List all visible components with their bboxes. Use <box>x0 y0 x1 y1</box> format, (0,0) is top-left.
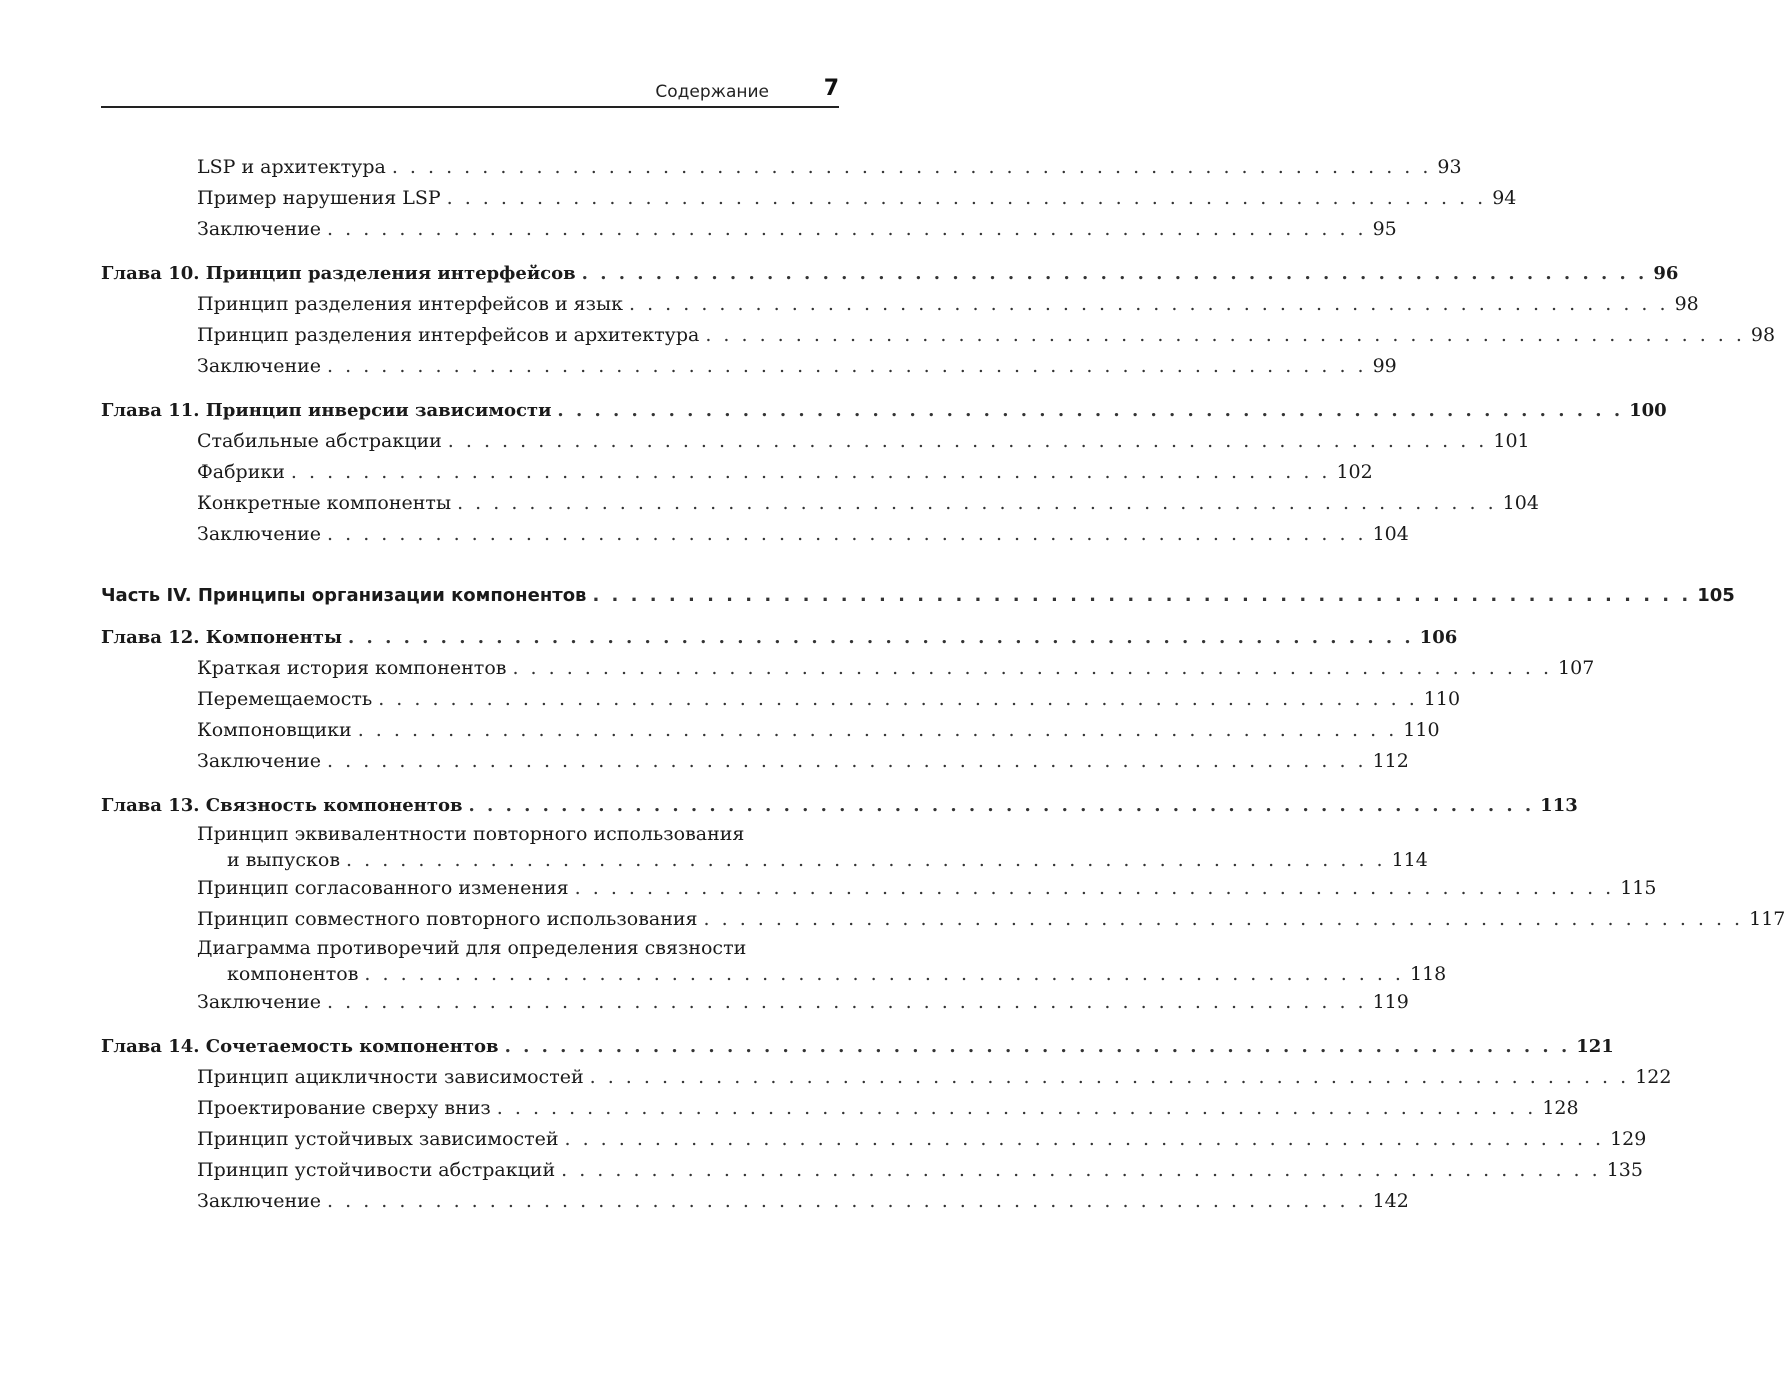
toc-entry-page: 98 <box>1750 324 1776 346</box>
toc-entry-page: 106 <box>1419 627 1458 648</box>
leader-dots: . . . . . . . . . . . . . . . . . . . . . . . . . . . . . . . . . . . . . . . . . . . . . . . . . . . . . . . . . . <box>512 657 1553 679</box>
toc-entry-section[interactable] <box>101 426 1530 457</box>
leader-dots: . . . . . . . . . . . . . . . . . . . . . . . . . . . . . . . . . . . . . . . . . . . . . . . . . . . . . . . . . . <box>574 877 1615 899</box>
table-of-contents <box>101 152 1785 1217</box>
leader-dots: . . . . . . . . . . . . . . . . . . . . . . . . . . . . . . . . . . . . . . . . . . . . . . . . . . . . . . . . . . <box>357 719 1398 741</box>
toc-entry-section[interactable] <box>101 214 1397 245</box>
toc-entry-label: Принцип устойчивых зависимостей <box>197 1128 559 1150</box>
toc-entry-label: Проектирование сверху вниз <box>197 1097 491 1119</box>
toc-entry-part[interactable] <box>101 580 1735 611</box>
toc-entry-section[interactable] <box>101 457 1373 488</box>
leader-dots: . . . . . . . . . . . . . . . . . . . . . . . . . . . . . . . . . . . . . . . . . . . . . . . . . . . . . . . . . . <box>446 187 1487 209</box>
toc-entry-page: 114 <box>1391 849 1428 871</box>
toc-entry-section[interactable] <box>101 961 1447 987</box>
leader-dots: . . . . . . . . . . . . . . . . . . . . . . . . . . . . . . . . . . . . . . . . . . . . . . . . . . . . . . . . . . <box>504 1036 1571 1057</box>
toc-entry-section[interactable] <box>101 1124 1647 1155</box>
toc-entry-label: Часть IV. Принципы организации компонентов <box>101 585 587 606</box>
toc-entry-label: Глава 14. Сочетаемость компонентов <box>101 1036 499 1057</box>
toc-entry-section[interactable] <box>101 715 1440 746</box>
toc-entry-label: Принцип ацикличности зависимостей <box>197 1066 584 1088</box>
toc-entry-label: Перемещаемость <box>197 688 373 710</box>
toc-entry-section[interactable] <box>101 1093 1579 1124</box>
leader-dots: . . . . . . . . . . . . . . . . . . . . . . . . . . . . . . . . . . . . . . . . . . . . . . . . . . . . . . . . . . <box>581 263 1648 284</box>
toc-entry-chapter[interactable] <box>101 1031 1614 1062</box>
toc-entry-label: Заключение <box>197 523 322 545</box>
toc-entry-label: Стабильные абстракции <box>197 430 442 452</box>
leader-dots: . . . . . . . . . . . . . . . . . . . . . . . . . . . . . . . . . . . . . . . . . . . . . . . . . . . . . . . . . . <box>348 627 1414 648</box>
leader-dots: . . . . . . . . . . . . . . . . . . . . . . . . . . . . . . . . . . . . . . . . . . . . . . . . . . . . . . . . . . <box>327 991 1367 1013</box>
toc-entry-label: Глава 11. Принцип инверсии зависимости <box>101 400 552 421</box>
leader-dots: . . . . . . . . . . . . . . . . . . . . . . . . . . . . . . . . . . . . . . . . . . . . . . . . . . . . . . . . . . <box>290 461 1331 483</box>
toc-entry-label-line1[interactable]: Принцип эквивалентности повторного использования <box>197 823 745 845</box>
toc-entry-section[interactable] <box>101 746 1409 777</box>
toc-entry-label: Принцип совместного повторного использования <box>197 908 698 930</box>
toc-entry-page: 117 <box>1749 908 1785 930</box>
toc-entry-page: 101 <box>1493 430 1530 452</box>
toc-entry-section[interactable] <box>101 519 1409 550</box>
toc-entry-label: Пример нарушения LSP <box>197 187 441 209</box>
toc-entry-section[interactable] <box>101 1155 1643 1186</box>
leader-dots: . . . . . . . . . . . . . . . . . . . . . . . . . . . . . . . . . . . . . . . . . . . . . . . . . . . . . . . . . . <box>496 1097 1537 1119</box>
toc-entry-page: 96 <box>1653 263 1679 284</box>
leader-dots: . . . . . . . . . . . . . . . . . . . . . . . . . . . . . . . . . . . . . . . . . . . . . . . . . . . . . . . . . . <box>327 523 1367 545</box>
toc-entry-page: 102 <box>1336 461 1373 483</box>
toc-entry-page: 95 <box>1372 218 1397 240</box>
toc-entry-section[interactable] <box>101 488 1539 519</box>
toc-entry-section[interactable] <box>101 152 1462 183</box>
toc-entry-chapter[interactable] <box>101 258 1679 289</box>
toc-entry-label: Заключение <box>197 750 322 772</box>
leader-dots: . . . . . . . . . . . . . . . . . . . . . . . . . . . . . . . . . . . . . . . . . . . . . . . . . . . . . . . . . . <box>564 1128 1605 1150</box>
toc-entry-page: 129 <box>1610 1128 1647 1150</box>
leader-dots: . . . . . . . . . . . . . . . . . . . . . . . . . . . . . . . . . . . . . . . . . . . . . . . . . . . . . . . . . . <box>378 688 1418 710</box>
toc-entry-section[interactable] <box>101 183 1517 214</box>
leader-dots: . . . . . . . . . . . . . . . . . . . . . . . . . . . . . . . . . . . . . . . . . . . . . . . . . . . . . . . . . . <box>327 355 1367 377</box>
leader-dots: . . . . . . . . . . . . . . . . . . . . . . . . . . . . . . . . . . . . . . . . . . . . . . . . . . . . . . . . . . <box>457 492 1497 514</box>
toc-entry-page: 135 <box>1606 1159 1643 1181</box>
toc-entry-chapter[interactable] <box>101 622 1458 653</box>
toc-entry-label: Заключение <box>197 218 322 240</box>
toc-entry-page: 112 <box>1372 750 1409 772</box>
leader-dots: . . . . . . . . . . . . . . . . . . . . . . . . . . . . . . . . . . . . . . . . . . . . . . . . . . . . . . . . . . <box>557 400 1624 421</box>
header-title: Содержание <box>655 82 769 102</box>
toc-entry-page: 104 <box>1502 492 1539 514</box>
toc-entry-section[interactable] <box>101 289 1699 320</box>
toc-entry-section[interactable] <box>101 1186 1409 1217</box>
toc-entry-label: LSP и архитектура <box>197 156 386 178</box>
toc-entry-label: компонентов <box>227 963 359 985</box>
toc-entry-section[interactable] <box>101 320 1776 351</box>
toc-entry-page: 121 <box>1576 1036 1614 1057</box>
toc-entry-section[interactable] <box>101 653 1595 684</box>
leader-dots: . . . . . . . . . . . . . . . . . . . . . . . . . . . . . . . . . . . . . . . . . . . . . . . . . . . . . . . . . . <box>705 324 1745 346</box>
toc-entry-label: Глава 10. Принцип разделения интерфейсов <box>101 263 576 284</box>
leader-dots: . . . . . . . . . . . . . . . . . . . . . . . . . . . . . . . . . . . . . . . . . . . . . . . . . . . . . . . . . . <box>629 293 1669 315</box>
toc-entry-label: Принцип согласованного изменения <box>197 877 569 899</box>
toc-entry-label: Глава 12. Компоненты <box>101 627 342 648</box>
toc-entry-section[interactable] <box>101 351 1397 382</box>
toc-entry-page: 105 <box>1697 585 1735 606</box>
toc-entry-label: Краткая история компонентов <box>197 657 507 679</box>
toc-entry-page: 110 <box>1403 719 1440 741</box>
page-number: 7 <box>823 76 839 101</box>
toc-entry-page: 142 <box>1372 1190 1409 1212</box>
toc-entry-page: 128 <box>1542 1097 1579 1119</box>
running-header <box>101 70 839 108</box>
toc-entry-section[interactable] <box>101 1062 1672 1093</box>
toc-entry-section[interactable] <box>101 684 1461 715</box>
toc-entry-section[interactable] <box>101 987 1409 1018</box>
toc-entry-label: Принцип устойчивости абстракций <box>197 1159 556 1181</box>
toc-entry-label: Глава 13. Связность компонентов <box>101 795 463 816</box>
toc-entry-label: Принцип разделения интерфейсов и язык <box>197 293 623 315</box>
leader-dots: . . . . . . . . . . . . . . . . . . . . . . . . . . . . . . . . . . . . . . . . . . . . . . . . . . . . . . . . . . <box>592 585 1692 606</box>
leader-dots: . . . . . . . . . . . . . . . . . . . . . . . . . . . . . . . . . . . . . . . . . . . . . . . . . . . . . . . . . . <box>589 1066 1630 1088</box>
toc-entry-label: Фабрики <box>197 461 285 483</box>
leader-dots: . . . . . . . . . . . . . . . . . . . . . . . . . . . . . . . . . . . . . . . . . . . . . . . . . . . . . . . . . . <box>447 430 1488 452</box>
toc-entry-page: 107 <box>1558 657 1595 679</box>
leader-dots: . . . . . . . . . . . . . . . . . . . . . . . . . . . . . . . . . . . . . . . . . . . . . . . . . . . . . . . . . . <box>468 795 1535 816</box>
toc-entry-page: 110 <box>1423 688 1461 710</box>
toc-entry-section[interactable] <box>101 847 1428 873</box>
leader-dots: . . . . . . . . . . . . . . . . . . . . . . . . . . . . . . . . . . . . . . . . . . . . . . . . . . . . . . . . . . <box>561 1159 1601 1181</box>
toc-entry-page: 94 <box>1492 187 1517 209</box>
toc-entry-page: 98 <box>1674 293 1699 315</box>
leader-dots: . . . . . . . . . . . . . . . . . . . . . . . . . . . . . . . . . . . . . . . . . . . . . . . . . . . . . . . . . . <box>391 156 1432 178</box>
toc-entry-page: 99 <box>1372 355 1397 377</box>
leader-dots: . . . . . . . . . . . . . . . . . . . . . . . . . . . . . . . . . . . . . . . . . . . . . . . . . . . . . . . . . . <box>327 750 1367 772</box>
toc-entry-page: 93 <box>1437 156 1462 178</box>
toc-entry-label: Принцип разделения интерфейсов и архитектура <box>197 324 700 346</box>
toc-entry-label: Заключение <box>197 991 322 1013</box>
toc-entry-label: Компоновщики <box>197 719 352 741</box>
leader-dots: . . . . . . . . . . . . . . . . . . . . . . . . . . . . . . . . . . . . . . . . . . . . . . . . . . . . . . . . . . <box>327 1190 1367 1212</box>
leader-dots: . . . . . . . . . . . . . . . . . . . . . . . . . . . . . . . . . . . . . . . . . . . . . . . . . . . . . . . . . . <box>364 963 1404 985</box>
toc-entry-page: 118 <box>1409 963 1447 985</box>
toc-entry-page: 100 <box>1629 400 1667 421</box>
toc-entry-page: 104 <box>1372 523 1409 545</box>
toc-entry-section[interactable] <box>101 904 1785 935</box>
leader-dots: . . . . . . . . . . . . . . . . . . . . . . . . . . . . . . . . . . . . . . . . . . . . . . . . . . . . . . . . . . <box>327 218 1367 240</box>
toc-entry-label: Конкретные компоненты <box>197 492 452 514</box>
toc-entry-page: 119 <box>1372 991 1409 1013</box>
toc-entry-chapter[interactable] <box>101 395 1667 426</box>
toc-entry-label: и выпусков <box>227 849 341 871</box>
toc-entry-page: 115 <box>1620 877 1657 899</box>
toc-entry-section[interactable] <box>101 873 1657 904</box>
toc-entry-label: Заключение <box>197 355 322 377</box>
leader-dots: . . . . . . . . . . . . . . . . . . . . . . . . . . . . . . . . . . . . . . . . . . . . . . . . . . . . . . . . . . <box>346 849 1386 871</box>
toc-entry-label-line1[interactable]: Диаграмма противоречий для определения связности <box>197 937 747 959</box>
leader-dots: . . . . . . . . . . . . . . . . . . . . . . . . . . . . . . . . . . . . . . . . . . . . . . . . . . . . . . . . . . <box>703 908 1744 930</box>
toc-entry-page: 113 <box>1540 795 1578 816</box>
toc-entry-page: 122 <box>1635 1066 1672 1088</box>
toc-entry-label: Заключение <box>197 1190 322 1212</box>
toc-entry-chapter[interactable] <box>101 790 1578 821</box>
